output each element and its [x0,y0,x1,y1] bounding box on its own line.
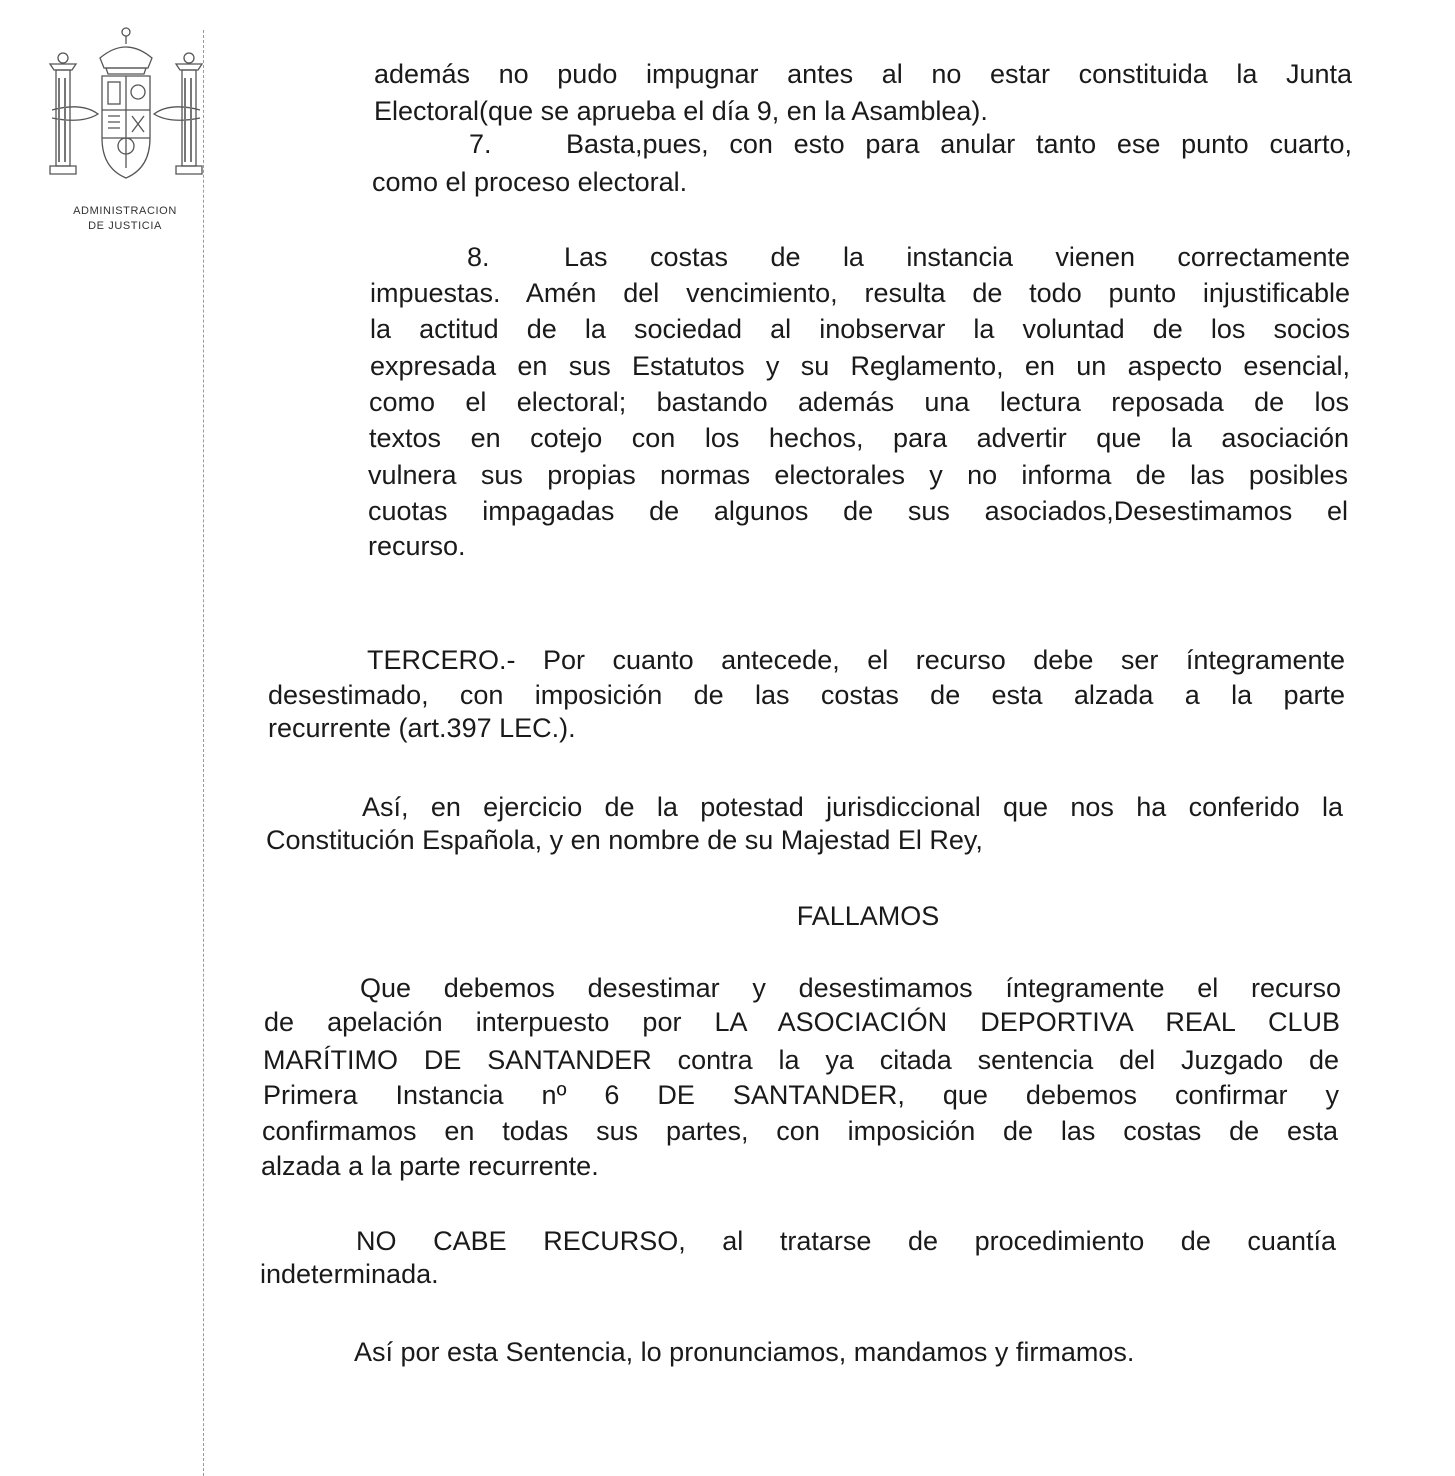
paragraph-line: como el electoral; bastando además una lectura reposada de los [369,387,1349,417]
margin-rule [203,30,204,1476]
paragraph-line: MARÍTIMO DE SANTANDER contra la ya citada sentencia del Juzgado de [263,1045,1339,1075]
section-tercero-line: TERCERO.- Por cuanto antecede, el recurso debe ser íntegramente [367,645,1345,675]
paragraph-line: indeterminada. [260,1259,439,1289]
paragraph-line: recurso. [368,531,466,561]
paragraph-line: de apelación interpuesto por LA ASOCIACIÓN DEPORTIVA REAL CLUB [264,1007,1340,1037]
caption-line-1: ADMINISTRACION [73,205,177,217]
paragraph-line: la actitud de la sociedad al inobservar la voluntad de los socios [370,314,1350,344]
paragraph-line: vulnera sus propias normas electorales y no informa de las posibles [368,460,1348,490]
item-number: 8. [467,242,490,272]
heading-fallamos: FALLAMOS [796,901,940,931]
paragraph-line: Así, en ejercicio de la potestad jurisdiccional que nos ha conferido la [362,792,1343,822]
paragraph-line: alzada a la parte recurrente. [261,1151,599,1181]
closing-line: Así por esta Sentencia, lo pronunciamos, mandamos y firmamos. [354,1337,1135,1367]
section-tercero-line: desestimado, con imposición de las costas de esta alzada a la parte [268,680,1345,710]
section-tercero-line: recurrente (art.397 LEC.). [268,713,576,743]
paragraph-line: como el proceso electoral. [372,167,688,197]
paragraph-line: además no pudo impugnar antes al no estar constituida la Junta [374,59,1352,89]
item-text: Las costas de la instancia vienen correctamente [564,242,1350,272]
paragraph-line: NO CABE RECURSO, al tratarse de procedimiento de cuantía [356,1226,1336,1256]
item-text: Basta,pues, con esto para anular tanto ese punto cuarto, [566,129,1352,159]
item-7-line [372,128,1352,160]
paragraph-line: Electoral(que se aprueba el día 9, en la Asamblea). [374,96,988,126]
paragraph-line: cuotas impagadas de algunos de sus asociados,Desestimamos el [368,496,1348,526]
item-number: 7. [469,129,492,159]
paragraph-line: Constitución Española, y en nombre de su Majestad El Rey, [266,825,983,855]
caption-line-2: DE JUSTICIA [88,220,162,232]
emblem-caption [40,204,210,234]
paragraph-line: confirmamos en todas sus partes, con imposición de las costas de esta [262,1116,1338,1146]
coat-of-arms-spain-icon [42,18,210,194]
paragraph-line: expresada en sus Estatutos y su Reglamento, en un aspecto esencial, [370,351,1350,381]
paragraph-line: Primera Instancia nº 6 DE SANTANDER, que debemos confirmar y [263,1080,1339,1110]
paragraph-line: textos en cotejo con los hechos, para advertir que la asociación [369,423,1349,453]
paragraph-line: Que debemos desestimar y desestimamos íntegramente el recurso [360,973,1341,1003]
paragraph-line: impuestas. Amén del vencimiento, resulta de todo punto injustificable [370,278,1350,308]
item-8-line [370,241,1350,273]
